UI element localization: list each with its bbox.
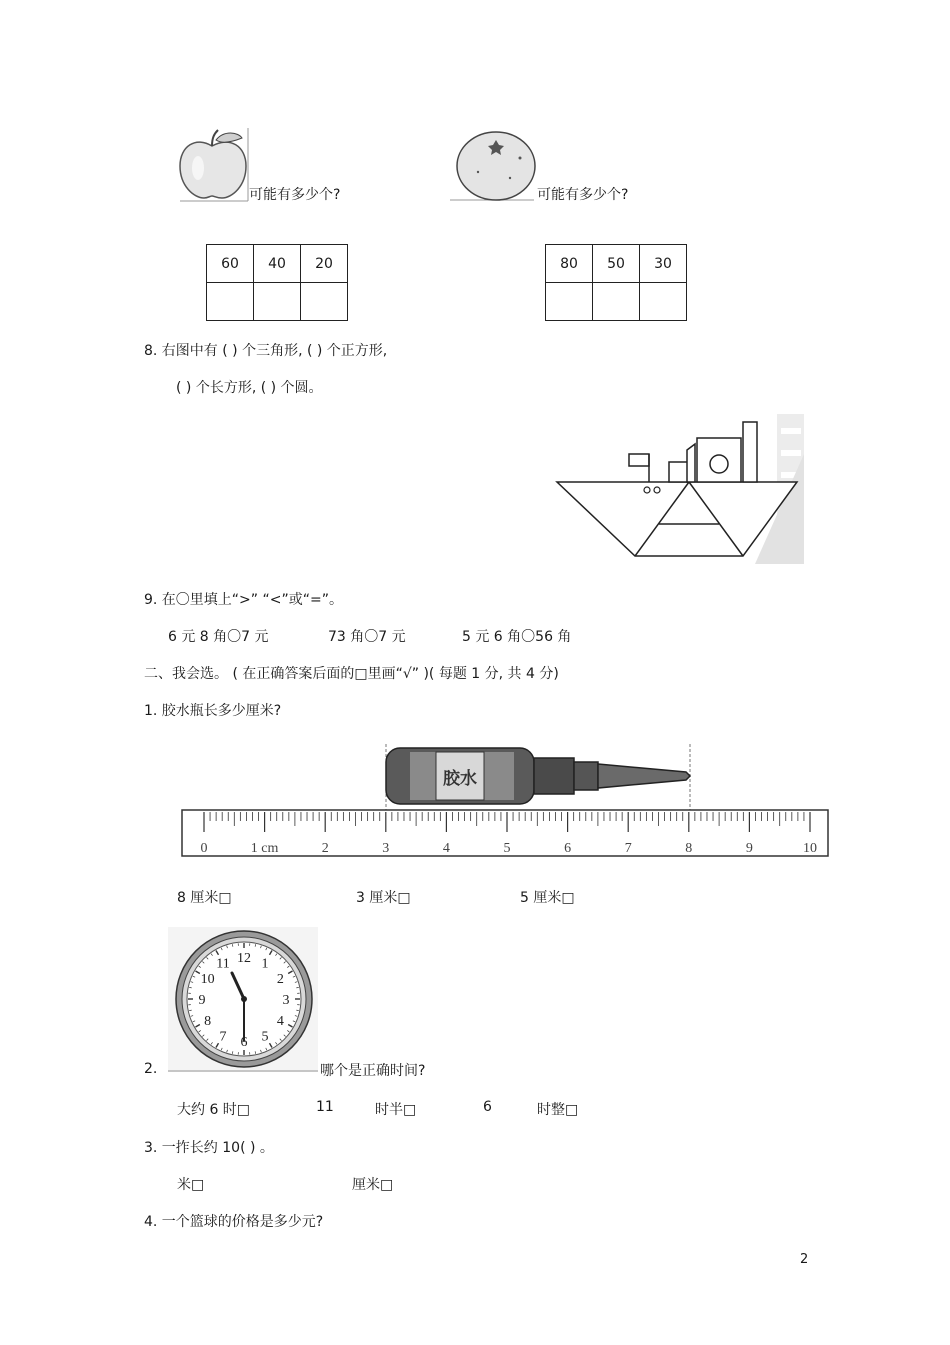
ruler-label: 9	[745, 841, 753, 856]
clock-number: 8	[204, 1014, 212, 1029]
ruler-label: 5	[503, 841, 511, 856]
ruler-label: 0	[200, 841, 208, 856]
clock-number: 10	[200, 972, 215, 987]
orange-answer-cell[interactable]	[546, 283, 593, 321]
q8-line1: 8. 右图中有 ( ) 个三角形, ( ) 个正方形,	[144, 343, 388, 359]
q9-title: 9. 在〇里填上“>” “<”或“=”。	[144, 592, 343, 608]
s2q2-number: 2.	[144, 1061, 158, 1077]
q9-item: 73 角〇7 元	[328, 629, 406, 645]
ruler-label: 7	[624, 841, 632, 856]
apple-answer-cell[interactable]	[254, 283, 301, 321]
s2q1-title: 1. 胶水瓶长多少厘米?	[144, 703, 282, 719]
clock-number: 12	[237, 951, 251, 966]
ruler-label: 8	[685, 841, 693, 856]
s2q2-option[interactable]: 时整□	[537, 1102, 579, 1118]
glue-bottle	[386, 744, 690, 810]
apple-question: 可能有多少个?	[249, 187, 341, 203]
clock-number: 11	[216, 956, 230, 972]
clock-number: 5	[261, 1029, 269, 1045]
ruler-label: 10	[803, 841, 817, 856]
q9-item: 6 元 8 角〇7 元	[168, 629, 269, 645]
orange-options-table	[545, 244, 687, 321]
clock-number: 7	[219, 1029, 227, 1045]
s2q3-option[interactable]: 厘米□	[352, 1177, 394, 1193]
orange-option: 80	[546, 245, 593, 283]
s2q2-option-part: 6	[483, 1099, 492, 1115]
s2q1-option[interactable]: 3 厘米□	[356, 890, 411, 906]
clock-number: 3	[282, 993, 290, 1008]
clock-number: 6	[240, 1035, 248, 1050]
s2q2-question: 哪个是正确时间?	[320, 1063, 426, 1079]
clock-number: 2	[276, 972, 284, 987]
boat-figure	[555, 414, 805, 566]
q8-line2: ( ) 个长方形, ( ) 个圆。	[176, 380, 323, 396]
clock-figure	[168, 927, 318, 1072]
apple-answer-cell[interactable]	[207, 283, 254, 321]
glue-label: 胶水	[443, 769, 477, 789]
s2q3-title: 3. 一拃长约 10( ) 。	[144, 1140, 274, 1156]
s2q2-option-part: 11	[316, 1099, 334, 1115]
s2q4-title: 4. 一个篮球的价格是多少元?	[144, 1214, 324, 1230]
apple-options-table	[206, 244, 348, 321]
clock-number: 9	[198, 993, 206, 1008]
apple-answer-cell[interactable]	[301, 283, 348, 321]
apple-option: 20	[301, 245, 348, 283]
s2q3-option[interactable]: 米□	[177, 1177, 205, 1193]
ruler-label: 3	[382, 841, 390, 856]
s2q2-option[interactable]: 时半□	[375, 1102, 417, 1118]
s2q2-option[interactable]: 大约 6 时□	[177, 1102, 251, 1118]
ruler-label: 4	[442, 841, 450, 856]
apple-image	[176, 128, 256, 203]
s2q1-option[interactable]: 5 厘米□	[520, 890, 575, 906]
ruler-label: 6	[564, 841, 572, 856]
orange-image	[450, 128, 540, 203]
clock-number: 4	[276, 1014, 284, 1029]
orange-option: 50	[593, 245, 640, 283]
orange-question: 可能有多少个?	[537, 187, 629, 203]
page-number: 2	[800, 1252, 809, 1267]
q9-item: 5 元 6 角〇56 角	[462, 629, 572, 645]
section2-title: 二、我会选。 ( 在正确答案后面的□里画“√” )( 每题 1 分, 共 4 分)	[144, 666, 559, 682]
apple-option: 40	[254, 245, 301, 283]
glue-ruler-figure	[180, 742, 830, 858]
orange-answer-cell[interactable]	[593, 283, 640, 321]
ruler-label: 2	[321, 841, 329, 856]
orange-option: 30	[640, 245, 687, 283]
apple-option: 60	[207, 245, 254, 283]
s2q1-option[interactable]: 8 厘米□	[177, 890, 232, 906]
ruler-label: 1 cm	[250, 841, 279, 856]
orange-answer-cell[interactable]	[640, 283, 687, 321]
clock-number: 1	[261, 956, 269, 972]
